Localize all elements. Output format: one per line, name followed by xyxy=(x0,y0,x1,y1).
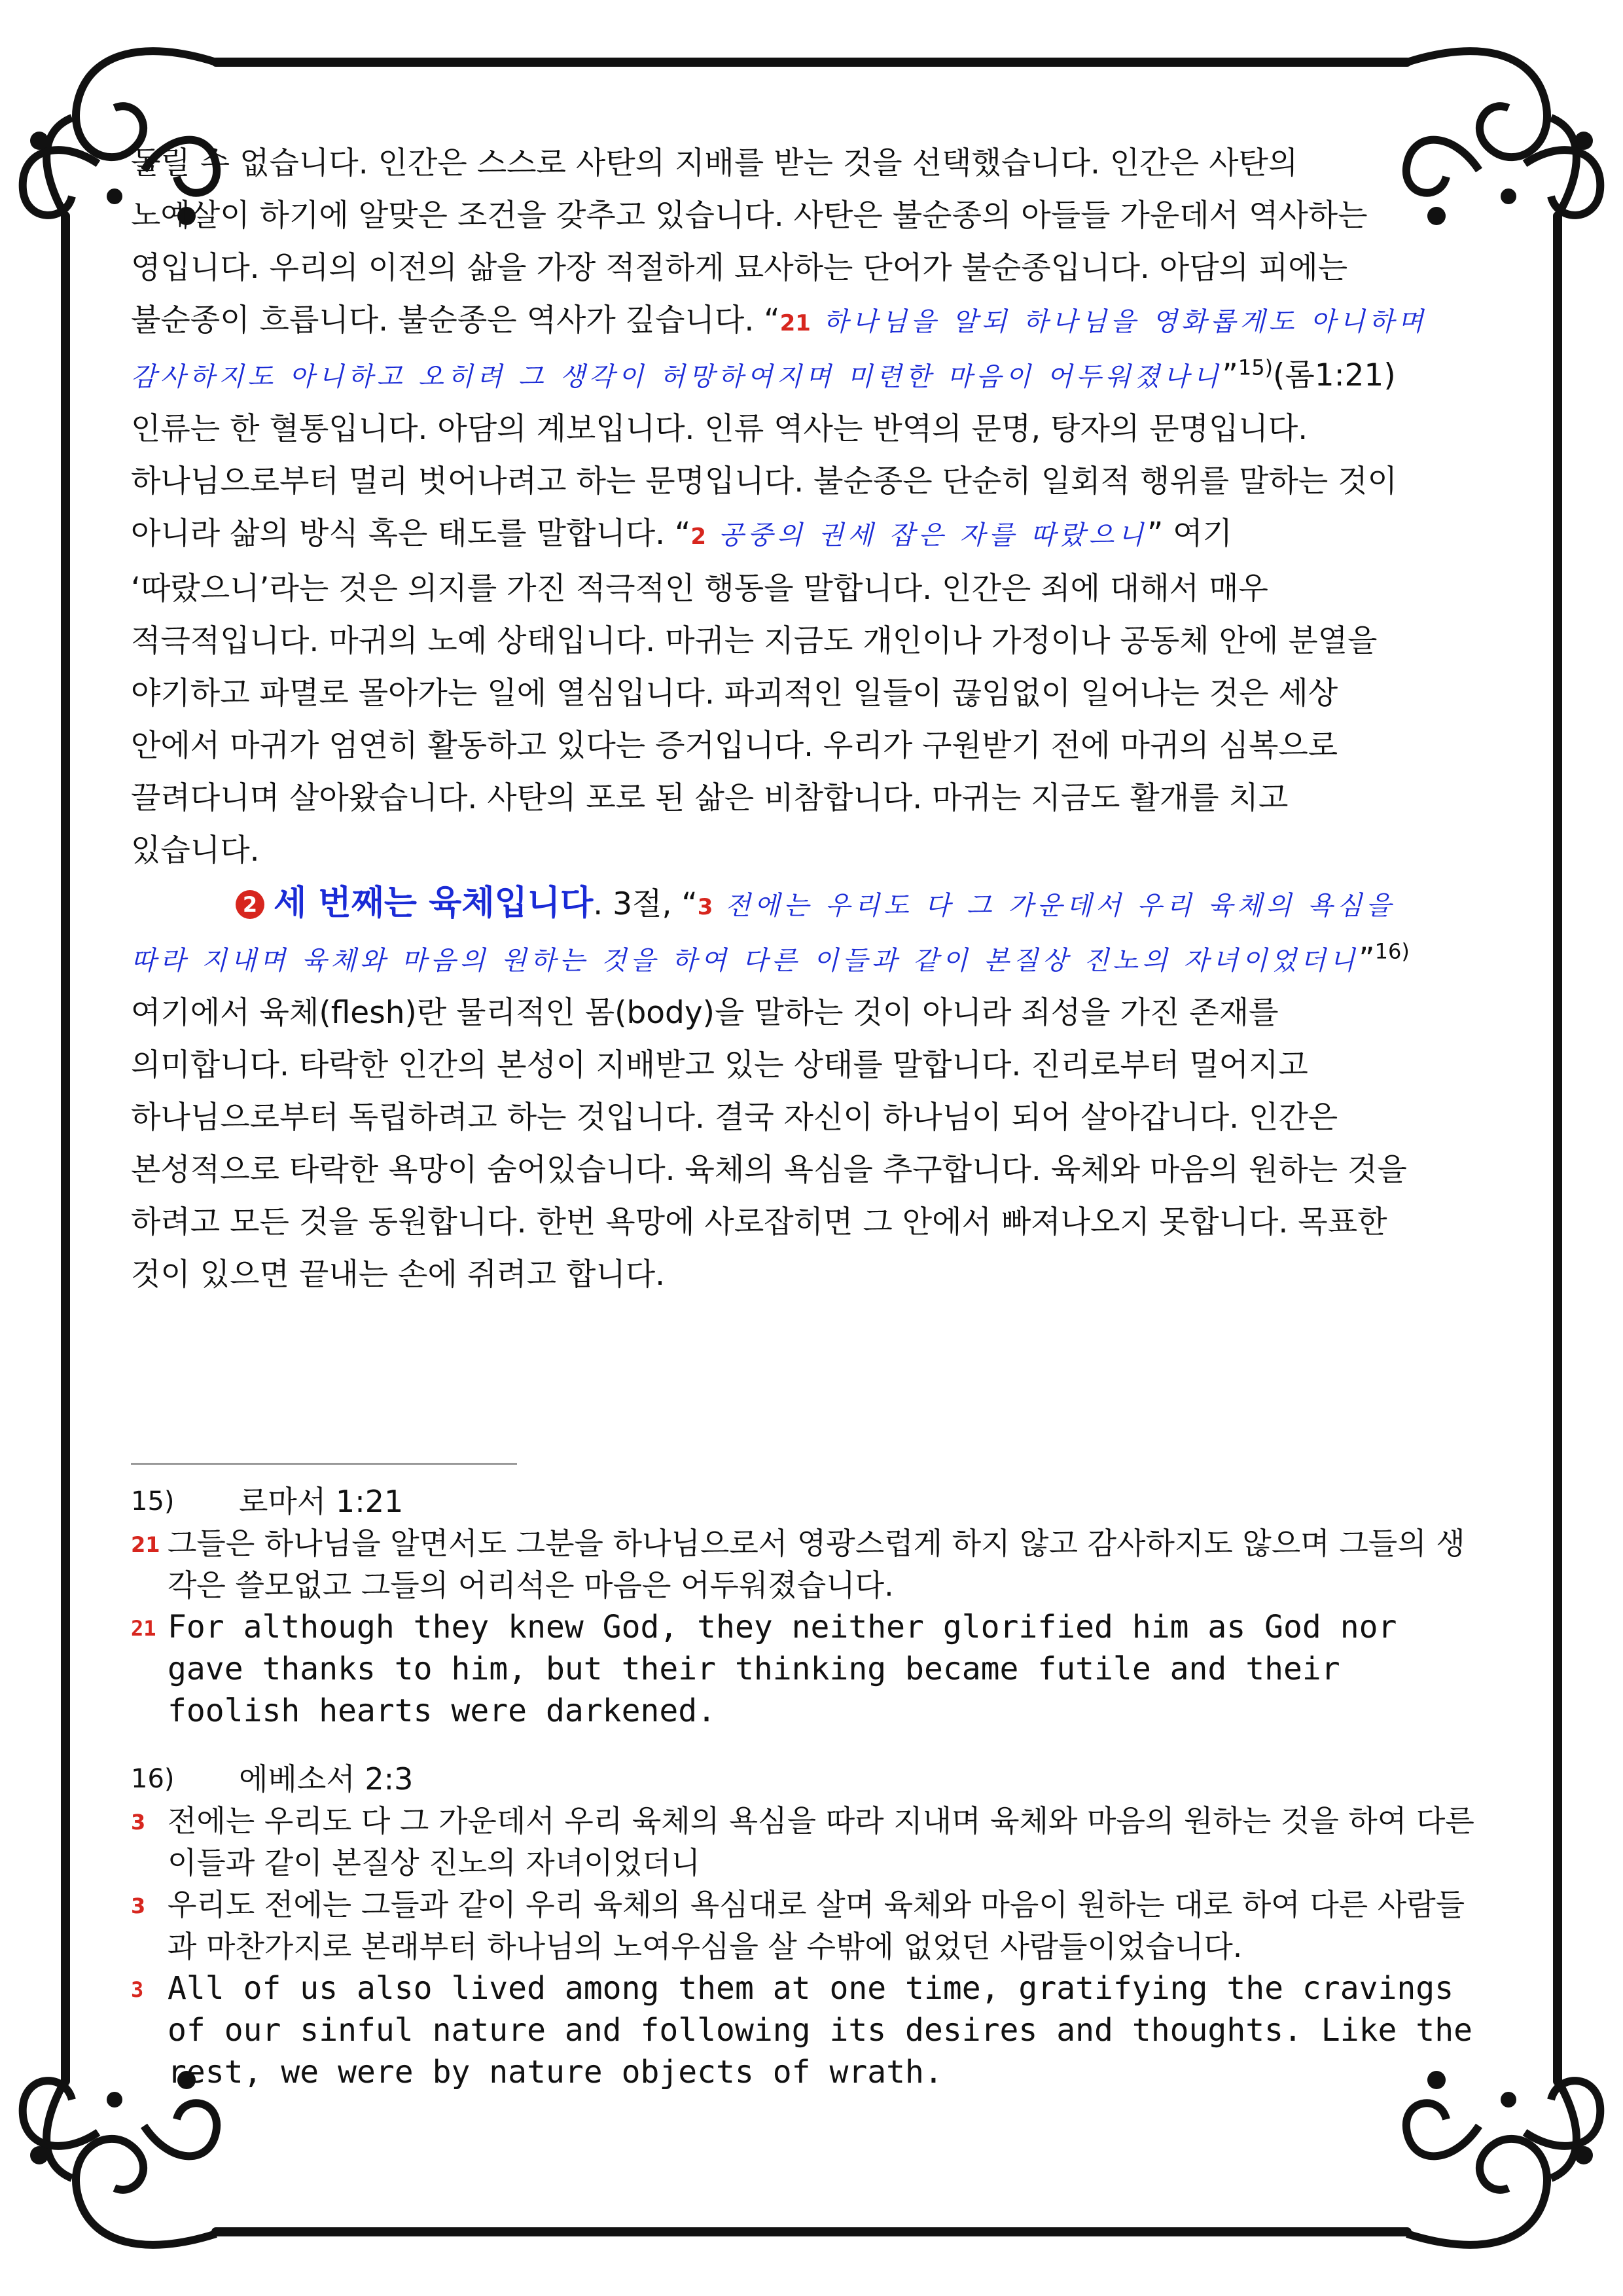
text-line: 본성적으로 타락한 욕망이 숨어있습니다. 육체의 욕심을 추구합니다. 육체와 마음의 원하는 것을 xyxy=(131,1152,1407,1188)
footnote-reference: 로마서 1:21 xyxy=(239,1484,404,1519)
footnote-number: 15) xyxy=(131,1486,175,1516)
text-line: 영입니다. 우리의 이전의 삶을 가장 적절하게 묘사하는 단어가 불순종입니다. 아담의 피에는 xyxy=(131,250,1348,286)
footnote-verse xyxy=(131,1522,1479,1606)
scripture-quote: 공중의 권세 잡은 자를 따랐으니 xyxy=(706,520,1147,550)
scripture-quote: 감사하지도 아니하고 오히려 그 생각이 허망하여지며 미련한 마음이 어두워졌나니 xyxy=(131,362,1222,392)
footnote-15 xyxy=(131,1480,1479,1732)
footnote-16 xyxy=(131,1758,1479,2093)
verse-number: 21 xyxy=(131,1616,156,1641)
scripture-quote: 따라 지내며 육체와 마음의 원하는 것을 하여 다른 이들과 같이 본질상 진노의 자녀이었더니 xyxy=(131,946,1359,976)
verse-number: 21 xyxy=(131,1532,160,1557)
text-line xyxy=(131,933,1472,987)
text-line: ‘따랐으니’라는 것은 의지를 가진 적극적인 행동을 말합니다. 인간은 죄에 대해서 매우 xyxy=(131,571,1268,607)
section-heading-line xyxy=(131,877,1472,933)
main-text xyxy=(131,137,1472,1301)
text-line xyxy=(131,295,1472,350)
text-line: 끌려다니며 살아왔습니다. 사탄의 포로 된 삶은 비참합니다. 마귀는 지금도 활개를 치고 xyxy=(131,780,1289,816)
text-segment: . 3절, “ xyxy=(593,886,698,922)
text-segment: 아니라 삶의 방식 혹은 태도를 말합니다. “ xyxy=(131,516,691,552)
footnote-verse xyxy=(131,1606,1479,1732)
footnote-verse xyxy=(131,1967,1479,2093)
text-line: 하나님으로부터 멀리 벗어나려고 하는 문명입니다. 불순종은 단순히 일회적 행위를 말하는 것이 xyxy=(131,463,1398,499)
section-heading: 세 번째는 육체입니다 xyxy=(274,884,594,923)
scripture-quote: 전에는 우리도 다 그 가운데서 우리 육체의 욕심을 xyxy=(713,891,1395,921)
verse-number: 3 xyxy=(697,894,713,920)
verse-text: For although they knew God, they neither glorified him as God nor gave thanks to him, but their thinking became futile and their foolish hearts were darkened. xyxy=(168,1609,1397,1729)
footnote-reference: 에베소서 2:3 xyxy=(239,1761,414,1797)
text-line: 적극적입니다. 마귀의 노예 상태입니다. 마귀는 지금도 개인이나 가정이나 공동체 안에 분열을 xyxy=(131,623,1378,659)
text-segment: ” xyxy=(1359,941,1375,977)
text-line: 있습니다. xyxy=(131,833,260,869)
verse-text: 그들은 하나님을 알면서도 그분을 하나님으로서 영광스럽게 하지 않고 감사하지도 않으며 그들의 생각은 쓸모없고 그들의 어리석은 마음은 어두워졌습니다. xyxy=(168,1526,1465,1603)
footnotes xyxy=(131,1480,1479,2093)
verse-number: 3 xyxy=(131,1810,146,1835)
verse-number: 3 xyxy=(131,1893,146,1918)
text-segment: 불순종이 흐릅니다. 불순종은 역사가 깊습니다. “ xyxy=(131,302,780,338)
text-line: 안에서 마귀가 엄연히 활동하고 있다는 증거입니다. 우리가 구원받기 전에 마귀의 심복으로 xyxy=(131,728,1338,764)
text-line: 인류는 한 혈통입니다. 아담의 계보입니다. 인류 역사는 반역의 문명, 탕자의 문명입니다. xyxy=(131,411,1308,447)
text-line xyxy=(131,350,1472,403)
footnote-number: 16) xyxy=(131,1764,175,1794)
verse-number: 2 xyxy=(690,524,707,550)
body-paragraphs xyxy=(131,137,1472,1301)
footnote-separator xyxy=(131,1463,517,1465)
text-line: 것이 있으면 끝내는 손에 쥐려고 합니다. xyxy=(131,1257,666,1293)
verse-number: 3 xyxy=(131,1977,144,2002)
text-line: 노예살이 하기에 알맞은 조건을 갖추고 있습니다. 사탄은 불순종의 아들들 가운데서 역사하는 xyxy=(131,198,1368,234)
text-line: 하려고 모든 것을 동원합니다. 한번 욕망에 사로잡히면 그 안에서 빠져나오지 못합니다. 목표한 xyxy=(131,1204,1387,1240)
numbered-bullet-icon: 2 xyxy=(236,890,264,919)
text-line: 야기하고 파멸로 몰아가는 일에 열심입니다. 파괴적인 일들이 끊임없이 일어나는 것은 세상 xyxy=(131,675,1338,711)
text-line: 돌릴 수 없습니다. 인간은 스스로 사탄의 지배를 받는 것을 선택했습니다. 인간은 사탄의 xyxy=(131,145,1298,181)
text-segment: ” xyxy=(1222,357,1238,393)
text-line: 하나님으로부터 독립하려고 하는 것입니다. 결국 자신이 하나님이 되어 살아갑니다. 인간은 xyxy=(131,1100,1338,1136)
footnote-verse xyxy=(131,1800,1479,1884)
footnote-verse xyxy=(131,1884,1479,1967)
text-line: 여기에서 육체(flesh)란 물리적인 몸(body)을 말하는 것이 아니라 죄성을 가진 존재를 xyxy=(131,995,1279,1031)
text-line: 의미합니다. 타락한 인간의 본성이 지배받고 있는 상태를 말합니다. 진리로부터 멀어지고 xyxy=(131,1047,1308,1083)
verse-text: All of us also lived among them at one time, gratifying the cravings of our sinful nature and following its desires and thoughts. Like the rest, we were by nature objects of wrath. xyxy=(168,1970,1472,2090)
footnote-ref: 16) xyxy=(1374,939,1410,964)
bible-reference: (롬1:21) xyxy=(1273,357,1396,393)
verse-number: 21 xyxy=(779,310,811,336)
scripture-quote: 하나님을 알되 하나님을 영화롭게도 아니하며 xyxy=(810,307,1427,337)
text-line xyxy=(131,508,1472,563)
footnote-ref: 15) xyxy=(1238,355,1274,380)
verse-text: 전에는 우리도 다 그 가운데서 우리 육체의 욕심을 따라 지내며 육체와 마음의 원하는 것을 하여 다른 이들과 같이 본질상 진노의 자녀이었더니 xyxy=(168,1803,1474,1880)
verse-text: 우리도 전에는 그들과 같이 우리 육체의 욕심대로 살며 육체와 마음이 원하는 대로 하여 다른 사람들과 마찬가지로 본래부터 하나님의 노여우심을 살 수밖에 없었던 사람들이었습니다. xyxy=(168,1887,1465,1964)
text-segment: ” 여기 xyxy=(1147,516,1233,552)
